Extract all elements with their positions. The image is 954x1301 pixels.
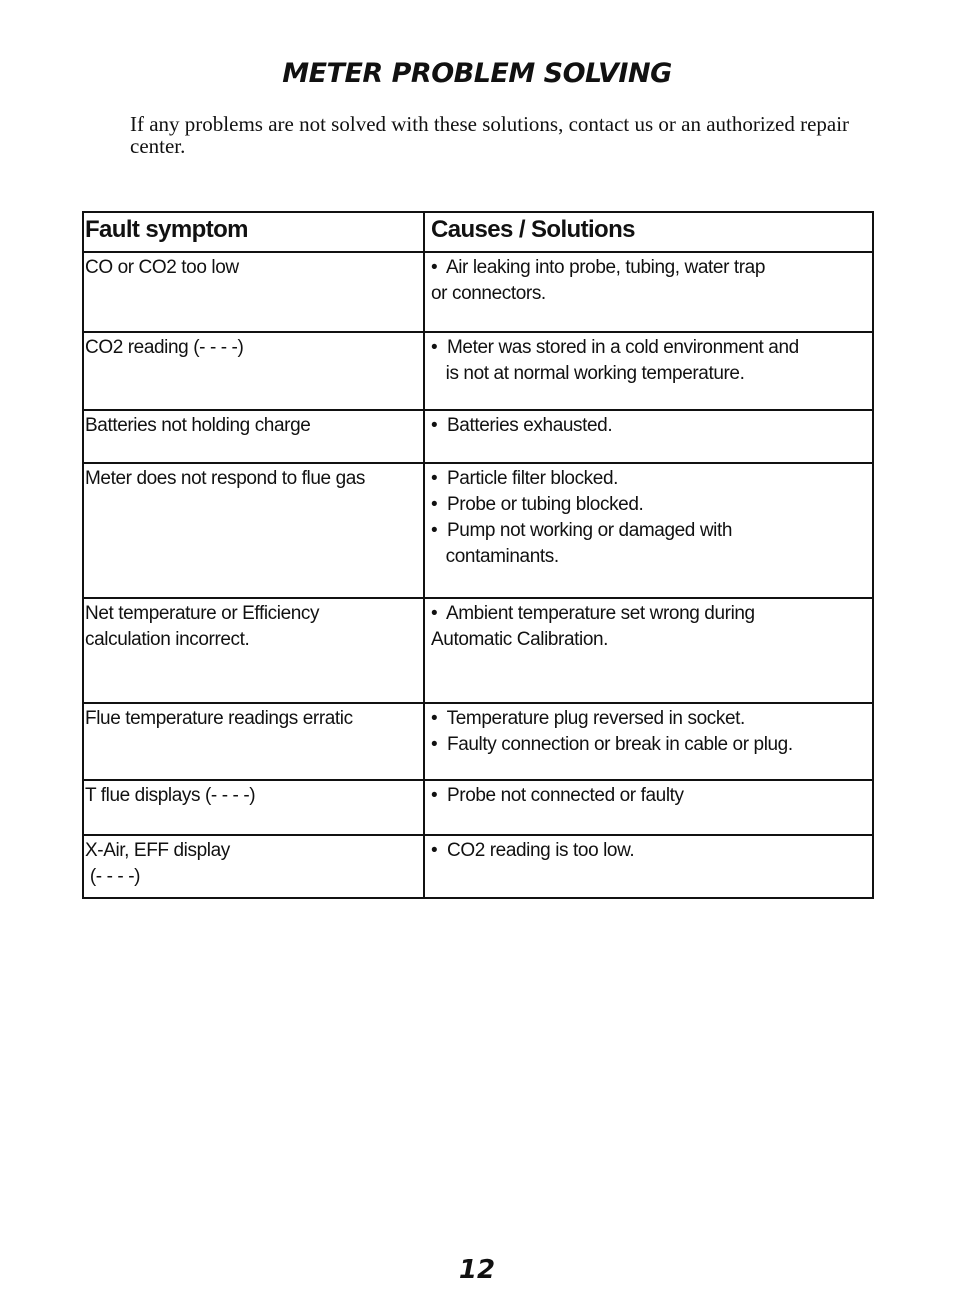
cause-solution-cell — [424, 332, 873, 410]
cause-solution-line: • CO2 reading is too low. — [431, 840, 635, 861]
cause-solution-cell — [424, 780, 873, 835]
fault-symptom-cell — [83, 703, 424, 780]
fault-symptom-text: Meter does not respond to flue gas — [85, 468, 366, 489]
fault-symptom-text: CO2 reading (- - - -) — [85, 337, 244, 358]
cause-solution-line: • Probe or tubing blocked. — [431, 494, 644, 515]
cause-solution-line: or connectors. — [431, 283, 546, 304]
intro-paragraph: If any problems are not solved with these solutions, contact us or an authorized repair center. — [130, 112, 850, 158]
table-row — [83, 598, 873, 703]
column-header-fault-symptom: Fault symptom — [83, 212, 424, 252]
fault-symptom-text: Batteries not holding charge — [85, 415, 311, 436]
fault-symptom-text: (- - - -) — [85, 866, 141, 887]
table-row — [83, 252, 873, 332]
table-row — [83, 835, 873, 898]
cause-solution-cell — [424, 463, 873, 598]
table-body — [83, 252, 873, 898]
fault-symptom-text: CO or CO2 too low — [85, 257, 239, 278]
fault-symptom-cell — [83, 332, 424, 410]
cause-solution-cell — [424, 252, 873, 332]
cause-solution-cell — [424, 598, 873, 703]
fault-symptom-cell — [83, 780, 424, 835]
table-row — [83, 703, 873, 780]
fault-symptom-text: Net temperature or Efficiency — [85, 603, 320, 624]
cause-solution-line: contaminants. — [431, 546, 559, 567]
fault-symptom-text: Flue temperature readings erratic — [85, 708, 353, 729]
fault-symptom-cell — [83, 835, 424, 898]
cause-solution-line: is not at normal working temperature. — [431, 363, 745, 384]
cause-solution-line: • Temperature plug reversed in socket. — [431, 708, 745, 729]
cause-solution-line: • Pump not working or damaged with — [431, 520, 733, 541]
table-row — [83, 780, 873, 835]
cause-solution-cell — [424, 835, 873, 898]
cause-solution-cell — [424, 703, 873, 780]
cause-solution-line: • Faulty connection or break in cable or plug. — [431, 734, 793, 755]
fault-symptom-cell — [83, 598, 424, 703]
table-row — [83, 332, 873, 410]
fault-symptom-cell — [83, 463, 424, 598]
page-title: METER PROBLEM SOLVING — [282, 58, 672, 89]
table-header-row — [83, 212, 873, 252]
fault-symptom-text: calculation incorrect. — [85, 629, 250, 650]
fault-symptom-cell — [83, 410, 424, 463]
table-row — [83, 410, 873, 463]
fault-symptom-text: X-Air, EFF display — [85, 840, 230, 861]
fault-table — [82, 211, 874, 899]
cause-solution-line: • Ambient temperature set wrong during — [431, 603, 755, 624]
cause-solution-line: • Meter was stored in a cold environment and — [431, 337, 799, 358]
cause-solution-line: Automatic Calibration. — [431, 629, 609, 650]
cause-solution-line: • Air leaking into probe, tubing, water trap — [431, 257, 766, 278]
cause-solution-cell — [424, 410, 873, 463]
fault-symptom-cell — [83, 252, 424, 332]
column-header-causes-solutions: Causes / Solutions — [424, 212, 873, 252]
cause-solution-line: • Probe not connected or faulty — [431, 785, 684, 806]
fault-symptom-text: T flue displays (- - - -) — [85, 785, 256, 806]
cause-solution-line: • Batteries exhausted. — [431, 415, 613, 436]
table-row — [83, 463, 873, 598]
page-number: 12 — [458, 1255, 496, 1285]
cause-solution-line: • Particle filter blocked. — [431, 468, 618, 489]
